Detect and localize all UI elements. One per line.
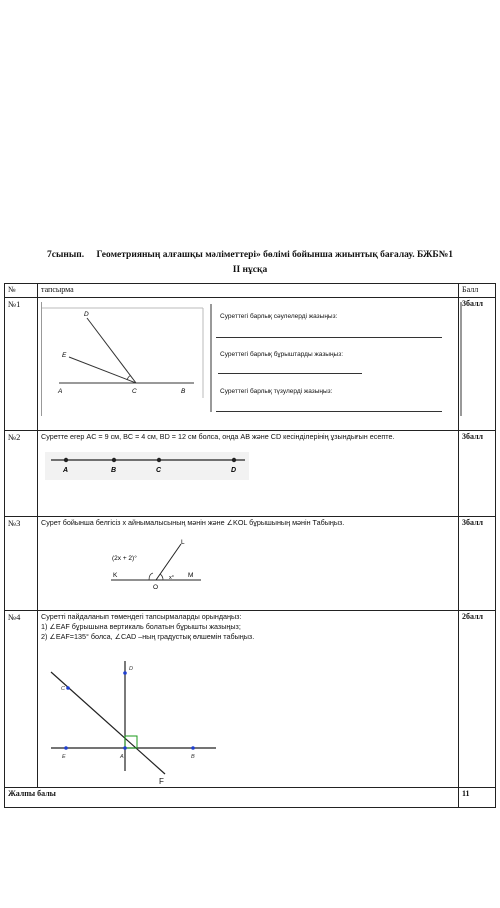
task3-expr: (2x + 2)° — [112, 555, 137, 562]
task4-point-d — [123, 671, 127, 675]
task1-answer-line-2 — [218, 373, 362, 374]
total-row — [5, 788, 496, 808]
task4-label-c: C — [61, 686, 65, 692]
task1-label-d: D — [84, 311, 89, 318]
document-title — [0, 250, 500, 260]
task-row-1 — [5, 298, 496, 431]
task4-label-b: B — [191, 754, 195, 760]
task1-prompt-lines: Суреттегі барлық түзулерді жазыңыз: — [220, 388, 333, 395]
title-text: Геометрияның алғашқы мәліметтері» бөлімі бойынша жиынтық бағалау. БЖБ№1 — [96, 250, 453, 260]
task3-text: Сурет бойынша белгісіз x айнымалысының мәнін және ∠KOL бұрышының мәнін Табыңыз. — [41, 518, 345, 527]
task4-text-line-1: Суретті пайдаланып төмендегі тапсырмаларды орындаңыз: — [41, 612, 242, 621]
task4-label-a: A — [120, 754, 124, 760]
task-row-3 — [5, 517, 496, 611]
task4-text-line-2: 1) ∠EAF бұрышына вертикаль болатын бұрышты жазыңыз; — [41, 622, 241, 631]
task4-label-f: F — [159, 777, 164, 786]
task-score-3: 3балл — [459, 517, 496, 611]
task-cell-4 — [38, 611, 459, 788]
task3-label-l: L — [181, 539, 185, 546]
task-cell-2 — [38, 431, 459, 517]
task2-text: Суретте егер AC = 9 см, BC = 4 см, BD = 12 см болса, онда AB және CD кесінділерінің ұзындығын есепте. — [41, 432, 395, 441]
total-value: 11 — [459, 788, 496, 808]
task1-label-c: C — [132, 388, 137, 395]
task2-label-b: B — [111, 467, 117, 474]
task4-label-d: D — [129, 666, 133, 672]
task2-segment-figure — [41, 450, 461, 490]
task2-point-a — [64, 458, 68, 462]
task1-label-e: E — [62, 352, 67, 359]
task2-label-c: C — [156, 467, 162, 474]
task1-answer-line-3 — [216, 411, 442, 412]
table-header-row — [5, 284, 496, 298]
task1-answer-line-1 — [216, 337, 442, 338]
task2-label-d: D — [231, 467, 237, 474]
assessment-table — [4, 283, 496, 808]
task4-point-b — [191, 746, 195, 750]
task3-label-o: O — [153, 584, 159, 591]
task-cell-3 — [38, 517, 459, 611]
total-label: Жалпы балы — [5, 788, 459, 808]
task2-point-d — [232, 458, 236, 462]
task4-label-e: E — [62, 754, 66, 760]
task4-point-a — [123, 746, 127, 750]
task-row-2 — [5, 431, 496, 517]
task4-text-line-3: 2) ∠EAF=135° болса, ∠CAD –ның градустық өлшемін табыңыз. — [41, 632, 255, 641]
task-score-4: 2балл — [459, 611, 496, 788]
task1-prompt-rays: Суреттегі барлық сәулелерді жазыңыз: — [220, 313, 338, 320]
col-score-header: Балл — [459, 284, 496, 298]
task-num-2: №2 — [5, 431, 38, 517]
task-num-4: №4 — [5, 611, 38, 788]
task-row-4 — [5, 611, 496, 788]
task-score-1: 3балл — [459, 298, 496, 431]
task1-label-a: A — [58, 388, 63, 395]
task-cell-1 — [38, 298, 459, 431]
task-num-3: №3 — [5, 517, 38, 611]
task-num-1: №1 — [5, 298, 38, 431]
task4-lines-figure — [41, 646, 461, 786]
task1-panel — [41, 299, 455, 423]
task1-label-b: B — [181, 388, 186, 395]
task2-label-a: A — [63, 467, 69, 474]
task4-point-e — [64, 746, 68, 750]
task2-point-b — [112, 458, 116, 462]
task2-point-c — [157, 458, 161, 462]
task4-point-c — [66, 686, 70, 690]
col-task-header: тапсырма — [38, 284, 459, 298]
col-num-header: № — [5, 284, 38, 298]
task3-angle-x: x° — [169, 575, 174, 581]
grade-label: 7сынып. — [46, 250, 85, 260]
task3-label-k: K — [113, 572, 118, 579]
task3-angle-figure — [41, 530, 461, 592]
task1-prompt-angles: Суреттегі барлық бұрыштарды жазыңыз: — [220, 351, 344, 358]
task3-label-m: M — [188, 572, 194, 579]
task-score-2: 3балл — [459, 431, 496, 517]
variant-label: II нұсқа — [232, 265, 268, 275]
